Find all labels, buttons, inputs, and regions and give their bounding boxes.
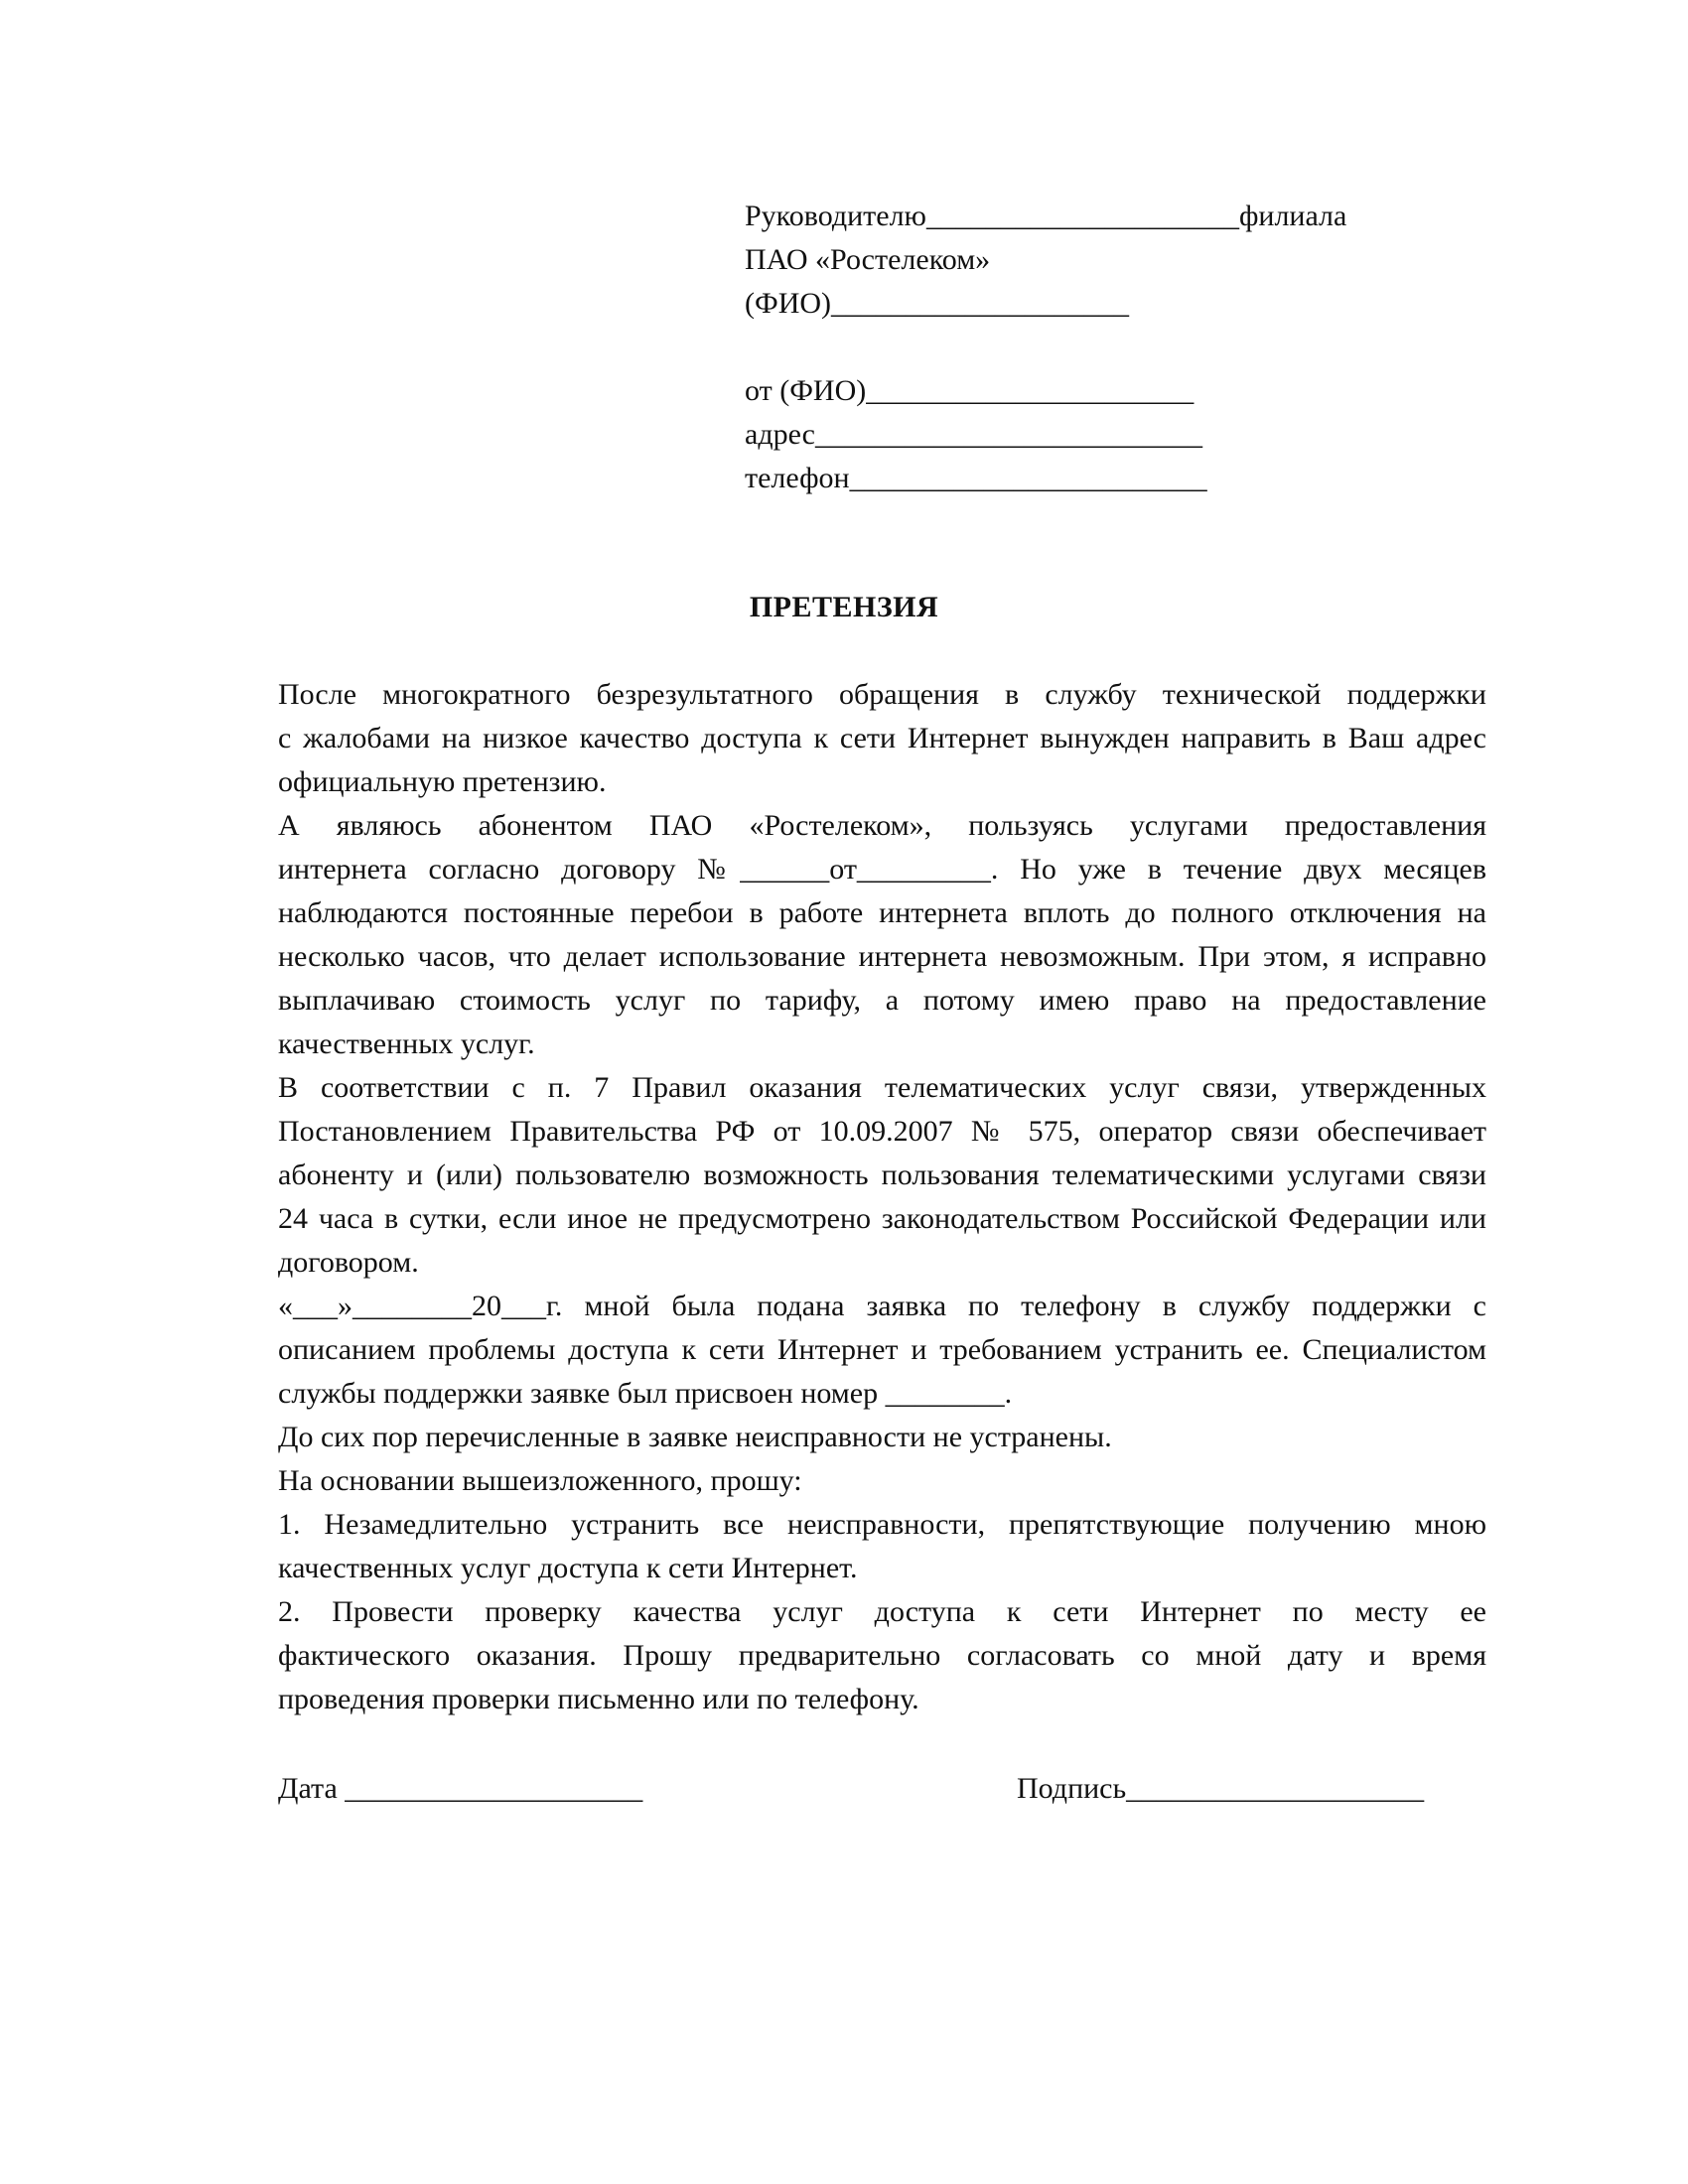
paragraph-1	[199, 673, 1486, 804]
paragraph-line: Постановлением Правительства РФ от 10.09.2007 № 575, оператор связи обеспечивает	[278, 1115, 1486, 1148]
sender-line-phone: телефон________________________	[745, 462, 1207, 494]
paragraph-4	[199, 1285, 1486, 1416]
signature-field: Подпись____________________	[1017, 1772, 1425, 1805]
document-body	[199, 673, 1486, 1721]
paragraph-line: описанием проблемы доступа к сети Интернет и требованием устранить ее. Специалистом	[278, 1333, 1486, 1366]
paragraph-line: договором.	[278, 1246, 419, 1279]
paragraph-line: несколько часов, что делает использование интернета невозможным. При этом, я исправно	[278, 940, 1486, 973]
paragraph-line: 1. Незамедлительно устранить все неисправности, препятствующие получению мною	[278, 1508, 1486, 1541]
paragraph-line: качественных услуг.	[278, 1027, 535, 1060]
paragraph-line: После многократного безрезультатного обращения в службу технической поддержки	[278, 678, 1486, 711]
addressee-line-fio: (ФИО)____________________	[745, 287, 1130, 320]
paragraph-5	[199, 1416, 1486, 1459]
paragraph-line: интернета согласно договору №______от_________. Но уже в течение двух месяцев	[278, 853, 1486, 886]
addressee-block	[745, 195, 1460, 500]
paragraph-line: А являюсь абонентом ПАО «Ростелеком», пользуясь услугами предоставления	[278, 809, 1486, 842]
paragraph-line: До сих пор перечисленные в заявке неисправности не устранены.	[278, 1421, 1112, 1453]
paragraph-2	[199, 804, 1486, 1066]
request-item-1	[199, 1503, 1486, 1590]
paragraph-line: наблюдаются постоянные перебои в работе интернета вплоть до полного отключения на	[278, 896, 1486, 929]
paragraph-line: проведения проверки письменно или по телефону.	[278, 1683, 919, 1715]
paragraph-6	[199, 1459, 1486, 1503]
paragraph-line: службы поддержки заявке был присвоен номер ________.	[278, 1377, 1013, 1410]
paragraph-line: качественных услуг доступа к сети Интернет.	[278, 1552, 858, 1584]
paragraph-line: выплачиваю стоимость услуг по тарифу, а потому имею право на предоставление	[278, 984, 1486, 1017]
paragraph-line: «___»________20___г. мной была подана заявка по телефону в службу поддержки с	[278, 1290, 1486, 1322]
document-title: ПРЕТЕНЗИЯ	[749, 591, 939, 623]
date-field: Дата ____________________	[278, 1772, 643, 1805]
request-item-2	[199, 1590, 1486, 1721]
paragraph-line: В соответствии с п. 7 Правил оказания телематических услуг связи, утвержденных	[278, 1071, 1486, 1104]
addressee-line-head: Руководителю_____________________филиала	[745, 200, 1347, 232]
paragraph-3	[199, 1066, 1486, 1285]
paragraph-line: с жалобами на низкое качество доступа к сети Интернет вынужден направить в Ваш адрес	[278, 722, 1486, 754]
paragraph-line: фактического оказания. Прошу предварительно согласовать со мной дату и время	[278, 1639, 1486, 1672]
paragraph-line: На основании вышеизложенного, прошу:	[278, 1464, 802, 1497]
addressee-line-company: ПАО «Ростелеком»	[745, 243, 991, 276]
paragraph-line: 2. Провести проверку качества услуг доступа к сети Интернет по месту ее	[278, 1595, 1486, 1628]
paragraph-line: абоненту и (или) пользователю возможность пользования телематическими услугами связи	[278, 1159, 1486, 1191]
addressee-gap	[745, 326, 1460, 369]
sender-line-address: адрес__________________________	[745, 418, 1202, 451]
paragraph-line: 24 часа в сутки, если иное не предусмотрено законодательством Российской Федерации или	[278, 1202, 1486, 1235]
sender-line-fio: от (ФИО)______________________	[745, 374, 1195, 407]
paragraph-line: официальную претензию.	[278, 765, 607, 798]
